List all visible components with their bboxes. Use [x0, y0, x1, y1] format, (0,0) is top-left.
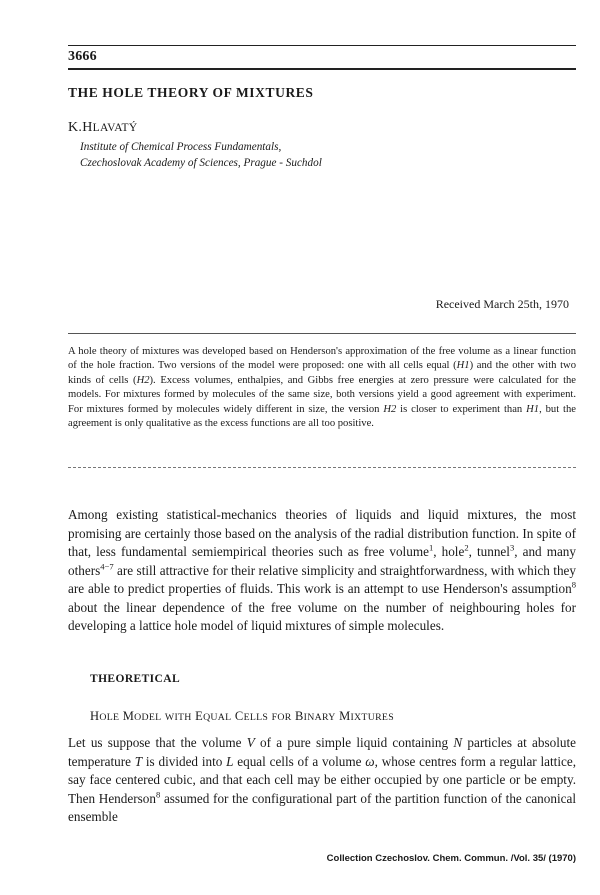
intro-text: are still attractive for their relative simplicity and straightforwardness, with which they are able to predict properties of fluids. This work is an attempt to use Henderson's assumption	[68, 562, 576, 596]
subheading-smallcaps: INARY	[303, 712, 336, 723]
body-text: Let us suppose that the volume	[68, 735, 247, 750]
page-number: 3666	[68, 49, 97, 64]
math-symbol: N	[453, 735, 463, 750]
body-text: of a pure simple liquid containing	[254, 735, 454, 750]
subheading-smallcaps: QUAL	[203, 712, 232, 723]
subheading-cap: C	[234, 709, 244, 723]
abstract-text: A hole theory of mixtures was developed based on Henderson's approximation of the free volume as a linear function of the hole fraction. Two versions of the model were proposed: one with all cells equal (	[68, 346, 576, 372]
intro-text: , and many others	[68, 544, 576, 578]
abstract-text: ). Excess volumes, enthalpies, and Gibbs free energies at zero pressure were calculated for the models. For mixtures formed by molecules of the same size, both versions yield a good agreement with experiment. For mixtures formed by molecules widely different in size, the version	[68, 374, 577, 415]
article-title: THE HOLE THEORY OF MIXTURES	[68, 85, 314, 100]
reference-mark: 8	[571, 579, 576, 590]
math-symbol: T	[134, 753, 143, 769]
abstract-text: ) and the other with two kinds of cells (	[68, 360, 576, 386]
body-text: assumed for the configurational part of the partition function of the canonical ensemble	[68, 790, 576, 824]
subsection-heading	[90, 709, 394, 724]
reference-mark: 4−7	[100, 561, 114, 572]
subheading-smallcaps: WITH	[164, 712, 192, 723]
body-text: particles at absolute temperature	[68, 735, 576, 769]
abstract-top-rule	[68, 333, 576, 334]
abstract-model-label: H2	[136, 374, 150, 386]
subheading-cap: H	[90, 709, 100, 723]
reference-mark: 8	[155, 789, 161, 800]
math-symbol: L	[226, 753, 234, 769]
author-surname-first: H	[82, 120, 93, 135]
journal-citation-footer: Collection Czechoslov. Chem. Commun. /Vol. 35/ (1970)	[326, 853, 576, 864]
author-surname-rest: LAVATÝ	[92, 122, 138, 134]
subheading-cap: M	[339, 709, 351, 723]
header-rule	[68, 68, 576, 70]
intro-text: , hole	[433, 544, 465, 559]
abstract-text: is closer to experiment than	[396, 403, 527, 415]
affiliation-line-1: Institute of Chemical Process Fundamentals,	[80, 141, 282, 153]
reference-mark: 1	[428, 542, 434, 553]
section-heading: THEORETICAL	[90, 673, 181, 685]
affiliation-line-2: Czechoslovak Academy of Sciences, Prague - Suchdol	[80, 157, 322, 169]
abstract-bottom-rule	[68, 467, 576, 468]
subheading-smallcaps: ELLS	[243, 712, 269, 723]
math-symbol: ω	[365, 753, 375, 769]
body-text: , whose centres form a regular lattice, say face centered cubic, and that each cell may be either occupied by one particle or be empty. Then Henderson	[68, 753, 576, 806]
author-name	[68, 120, 137, 136]
subheading-cap: B	[295, 709, 304, 723]
subheading-smallcaps: FOR	[271, 712, 292, 723]
subheading-smallcaps: OLE	[99, 712, 120, 723]
subheading-cap: E	[195, 709, 204, 723]
abstract	[68, 345, 576, 431]
author-initial: K.	[68, 120, 83, 135]
intro-text: about the linear dependence of the free volume on the number of neighbouring holes for developing a lattice hole model of liquid mixtures of simple molecules.	[68, 599, 576, 633]
reference-mark: 3	[509, 542, 515, 553]
math-symbol: V	[246, 735, 255, 750]
introduction-paragraph	[68, 506, 576, 636]
reference-mark: 2	[464, 542, 469, 553]
body-paragraph	[68, 734, 576, 827]
subheading-cap: M	[122, 709, 135, 723]
subheading-smallcaps: IXTURES	[350, 712, 394, 723]
body-text: is divided into	[142, 753, 227, 769]
body-text: equal cells of a volume	[233, 753, 366, 769]
abstract-model-label: H1	[456, 360, 470, 372]
intro-text: Among existing statistical-mechanics theories of liquids and liquid mixtures, the most promising are certainly those based on the analysis of the radial distribution function. In spite of that, less fundamental semiempirical theories such as free volume	[68, 507, 576, 559]
intro-text: , tunnel	[468, 544, 510, 559]
abstract-model-label: H2	[383, 403, 397, 415]
abstract-text: , but the agreement is only qualitative as the excess functions are all too positive.	[68, 403, 576, 430]
abstract-model-label: H1	[526, 403, 540, 415]
subheading-smallcaps: ODEL	[134, 712, 162, 723]
received-date: Received March 25th, 1970	[435, 297, 569, 311]
header-top-rule	[68, 45, 576, 46]
